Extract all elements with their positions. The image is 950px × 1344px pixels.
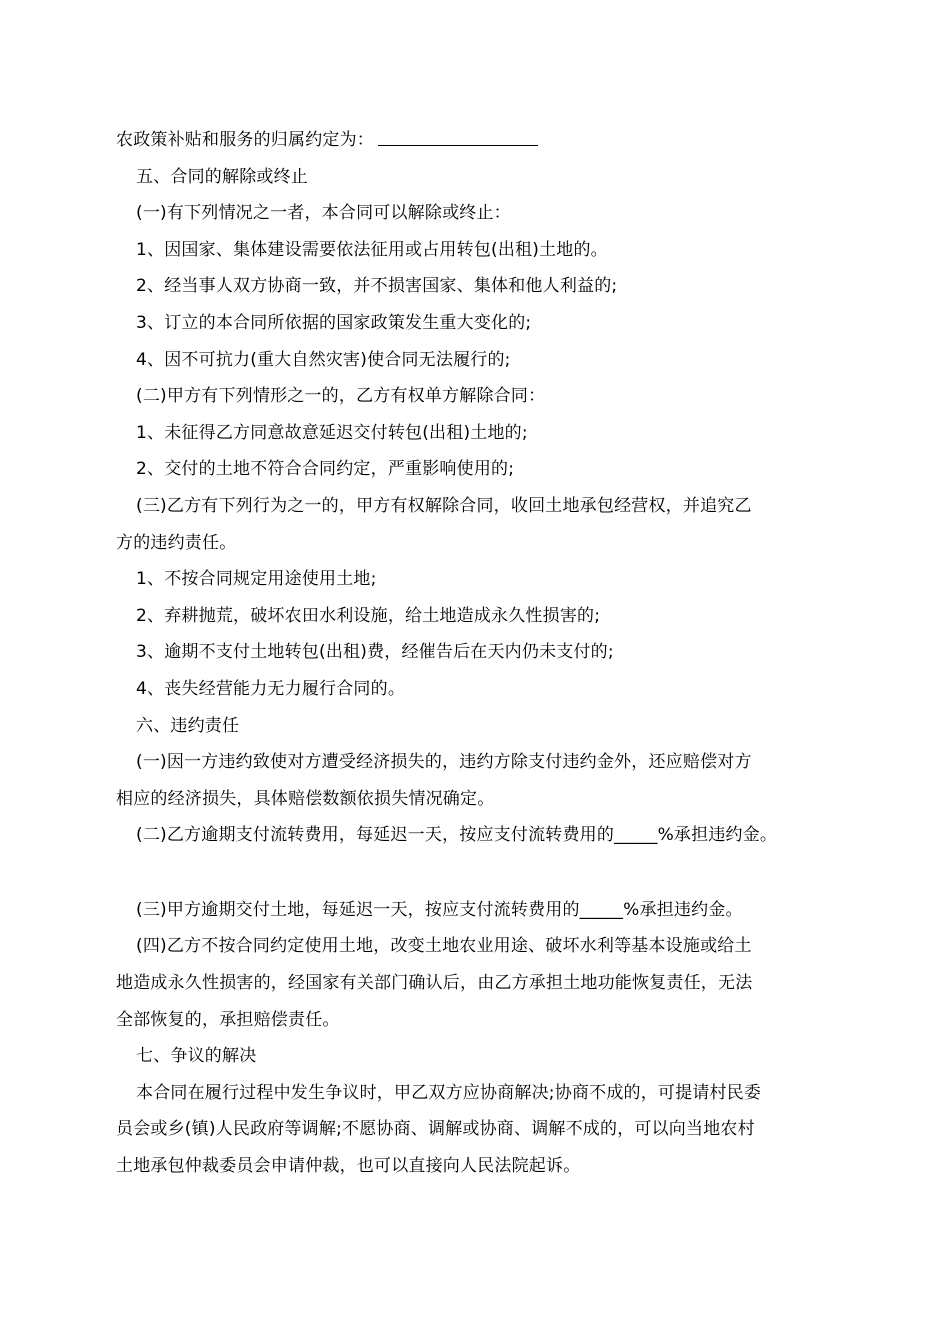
section-heading: 六、违约责任 [136, 715, 240, 736]
text-line: 相应的经济损失，具体赔偿数额依损失情况确定。 [116, 788, 495, 809]
text-line: 2、经当事人双方协商一致，并不损害国家、集体和他人利益的; [136, 276, 618, 297]
text-line: 土地承包仲裁委员会申请仲裁，也可以直接向人民法院起诉。 [116, 1156, 581, 1177]
document-body [116, 122, 846, 1185]
text-line: 方的违约责任。 [116, 532, 237, 553]
text-line: (四)乙方不按合同约定使用土地，改变土地农业用途、破坏水利等基本设施或给土 [136, 936, 752, 957]
text-line: 3、订立的本合同所依据的国家政策发生重大变化的; [136, 312, 532, 333]
text-line: (三)甲方逾期交付土地，每延迟一天，按应支付流转费用的_____%承担违约金。 [136, 899, 743, 920]
spacer [116, 854, 846, 892]
text-line: (三)乙方有下列行为之一的，甲方有权解除合同，收回土地承包经营权，并追究乙 [136, 495, 752, 516]
section-heading: 七、争议的解决 [136, 1046, 257, 1067]
text-line: 2、交付的土地不符合合同约定，严重影响使用的; [136, 459, 515, 480]
text-line: 4、丧失经营能力无力履行合同的。 [136, 678, 406, 699]
text-line: 本合同在履行过程中发生争议时，甲乙双方应协商解决;协商不成的，可提请村民委 [136, 1082, 762, 1103]
text-line: (二)乙方逾期支付流转费用，每延迟一天，按应支付流转费用的_____%承担违约金。 [136, 825, 778, 846]
text-line: 全部恢复的，承担赔偿责任。 [116, 1009, 340, 1030]
text-line: 农政策补贴和服务的归属约定为： [116, 122, 846, 159]
text-line: 4、因不可抗力(重大自然灾害)使合同无法履行的; [136, 349, 511, 370]
text-line: 1、不按合同规定用途使用土地; [136, 569, 377, 590]
text-line: 员会或乡(镇)人民政府等调解;不愿协商、调解或协商、调解不成的，可以向当地农村 [116, 1119, 755, 1140]
text-line: (一)有下列情况之一者，本合同可以解除或终止： [136, 203, 511, 224]
text-line: (二)甲方有下列情形之一的，乙方有权单方解除合同： [136, 386, 546, 407]
text-line: 地造成永久性损害的，经国家有关部门确认后，由乙方承担土地功能恢复责任，无法 [116, 973, 753, 994]
text-line: (一)因一方违约致使对方遭受经济损失的，违约方除支付违约金外，还应赔偿对方 [136, 752, 752, 773]
text-line: 1、因国家、集体建设需要依法征用或占用转包(出租)土地的。 [136, 239, 608, 260]
text-line: 1、未征得乙方同意故意延迟交付转包(出租)土地的; [136, 422, 528, 443]
text-line: 3、逾期不支付土地转包(出租)费，经催告后在天内仍未支付的; [136, 642, 614, 663]
text-line: 2、弃耕抛荒，破坏农田水利设施，给土地造成永久性损害的; [136, 605, 601, 626]
fill-in-blank [378, 131, 538, 146]
section-heading: 五、合同的解除或终止 [136, 166, 308, 187]
